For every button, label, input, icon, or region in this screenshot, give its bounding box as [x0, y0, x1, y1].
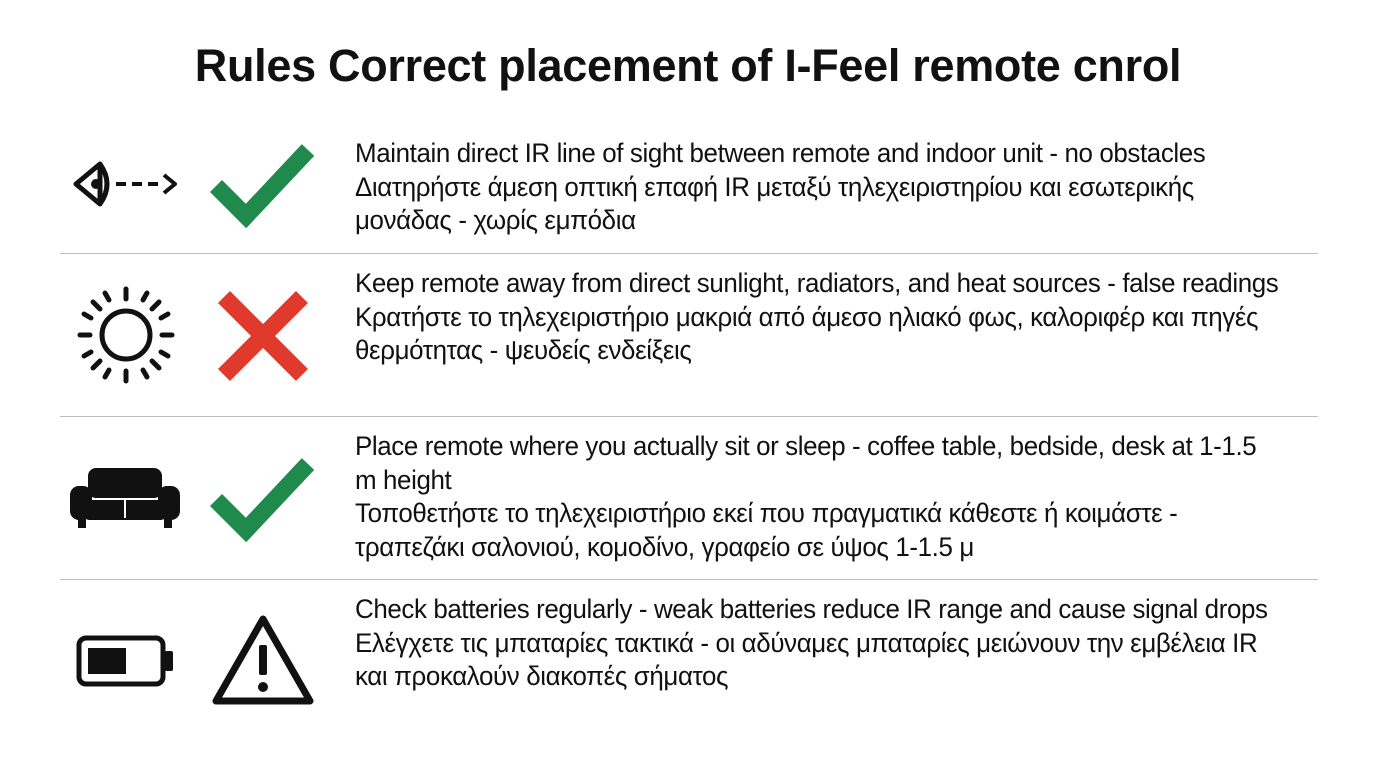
- rule-text-el: Ελέγχετε τις μπαταρίες τακτικά - οι αδύναμες μπαταρίες μειώνουν την εμβέλεια IR και προκαλούν διακοπές σήματος: [355, 627, 1258, 691]
- check-icon: [210, 454, 316, 542]
- warning-icon: [210, 613, 316, 707]
- rule-row: [60, 579, 1318, 739]
- rule-row: [60, 416, 1318, 579]
- check-icon: [210, 140, 316, 228]
- eye-line-of-sight-icon: [70, 156, 182, 212]
- battery-icon: [76, 635, 176, 687]
- rule-text-en: Check batteries regularly - weak batteries reduce IR range and cause signal drops: [355, 594, 1268, 624]
- rule-text-en: Keep remote away from direct sunlight, radiators, and heat sources - false readings: [355, 268, 1279, 298]
- rule-text-el: Διατηρήστε άμεση οπτική επαφή IR μεταξύ τηλεχειριστηρίου και εσωτερικής μονάδας - χωρίς εμπόδια: [355, 171, 1194, 235]
- rule-text-el: Κρατήστε το τηλεχειριστήριο μακριά από άμεσο ηλιακό φως, καλοριφέρ και πηγές θερμότητας - ψευδείς ενδείξεις: [355, 301, 1259, 365]
- rule-row: [60, 120, 1318, 253]
- sofa-icon: [70, 466, 180, 530]
- cross-icon: [216, 289, 310, 383]
- rule-row: [60, 253, 1318, 416]
- page-title: Rules Correct placement of I-Feel remote cnrol: [194, 40, 1182, 91]
- rule-text-en: Maintain direct IR line of sight between remote and indoor unit - no obstacles: [355, 138, 1206, 168]
- rule-text-en: Place remote where you actually sit or sleep - coffee table, bedside, desk at 1-1.5 m height: [355, 431, 1257, 495]
- rule-text-el: Τοποθετήστε το τηλεχειριστήριο εκεί που πραγματικά κάθεστε ή κοιμάστε - τραπεζάκι σαλονιού, κομοδίνο, γραφείο σε ύψος 1-1.5 μ: [355, 498, 1178, 562]
- sun-icon: [74, 283, 178, 387]
